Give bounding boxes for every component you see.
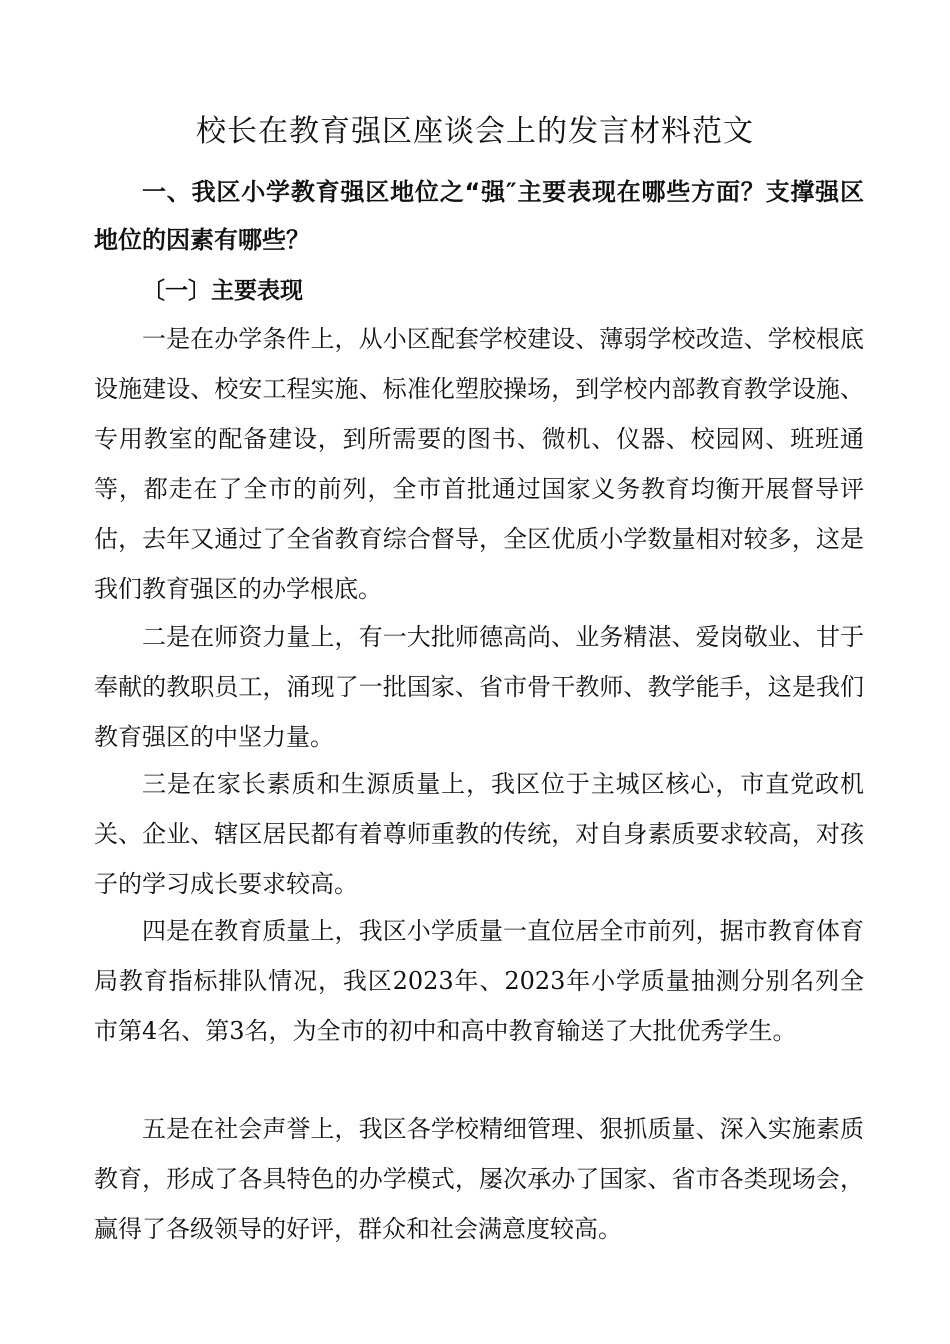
paragraph-4: 四是在教育质量上，我区小学质量一直位居全市前列，据市教育体育局教育指标排队情况，我区2023年、2023年小学质量抽测分别名列全市第4名、第3名，为全市的初中和高中教育输送了大批优秀学生。 [94,917,864,1045]
document-title: 校长在教育强区座谈会上的发言材料范文 [196,114,754,149]
paragraph-2: 二是在师资力量上，有一大批师德高尚、业务精湛、爱岗敬业、甘于奉献的教职员工，涌现了一批国家、省市骨干教师、教学能手，这是我们教育强区的中坚力量。 [94,623,864,751]
paragraph-1: 一是在办学条件上，从小区配套学校建设、薄弱学校改造、学校根底设施建设、校安工程实施、标准化塑胶操场，到学校内部教育教学设施、专用教室的配备建设，到所需要的图书、微机、仪器、校园网、班班通等，都走在了全市的前列，全市首批通过国家义务教育均衡开展督导评估，去年又通过了全省教育综合督导，全区优质小学数量相对较多，这是我们教育强区的办学根底。 [94,325,864,603]
paragraph-3: 三是在家长素质和生源质量上，我区位于主城区核心，市直党政机关、企业、辖区居民都有着尊师重教的传统，对自身素质要求较高，对孩子的学习成长要求较高。 [94,770,864,898]
subsection-heading: 〔一〕主要表现 [142,278,303,304]
section-heading: 一、我区小学教育强区地位之“强″主要表现在哪些方面？支撑强区地位的因素有哪些？ [94,178,864,254]
paragraph-5: 五是在社会声誉上，我区各学校精细管理、狠抓质量、深入实施素质教育，形成了各具特色的办学模式，屡次承办了国家、省市各类现场会，赢得了各级领导的好评，群众和社会满意度较高。 [94,1115,864,1243]
